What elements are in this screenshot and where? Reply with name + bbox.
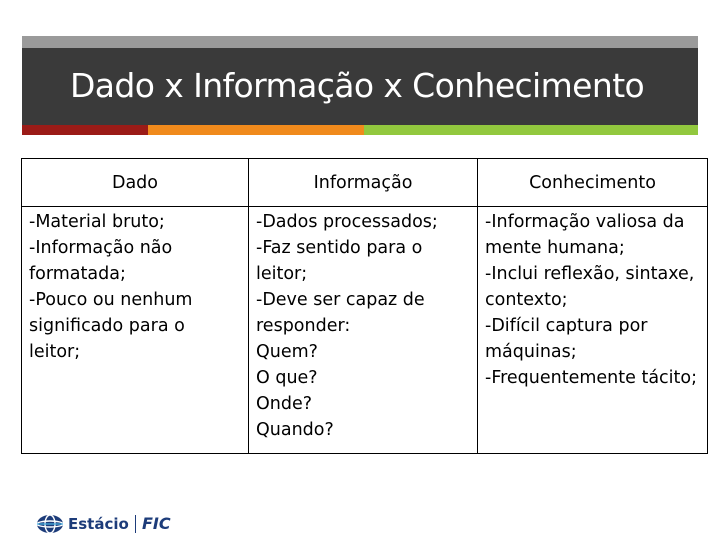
cell-informacao bbox=[249, 207, 478, 454]
comparison-table bbox=[21, 158, 708, 454]
list-item: -Material bruto; bbox=[29, 212, 165, 232]
cell-conhecimento bbox=[478, 207, 708, 454]
accent-bar-green bbox=[364, 125, 698, 135]
list-item: Quando? bbox=[256, 420, 334, 440]
globe-icon bbox=[36, 514, 64, 534]
list-item: -Informação não formatada; bbox=[29, 238, 173, 284]
estacio-logo bbox=[36, 510, 186, 538]
list-item: Onde? bbox=[256, 394, 313, 414]
title-bar bbox=[22, 48, 698, 125]
list-item: -Dados processados; bbox=[256, 212, 438, 232]
slide-title: Dado x Informação x Conhecimento bbox=[70, 66, 645, 105]
accent-bar-orange bbox=[148, 125, 364, 135]
cell-dado bbox=[22, 207, 249, 454]
list-item: O que? bbox=[256, 368, 318, 388]
logo-sub-text: FIC bbox=[142, 514, 171, 533]
list-item: -Informação valiosa da mente humana; bbox=[485, 212, 685, 258]
header-informacao: Informação bbox=[249, 159, 478, 207]
list-item: -Faz sentido para o leitor; bbox=[256, 238, 423, 284]
list-item: -Frequentemente tácito; bbox=[485, 368, 697, 388]
list-item: Quem? bbox=[256, 342, 318, 362]
list-item: -Difícil captura por máquinas; bbox=[485, 316, 648, 362]
list-item: -Pouco ou nenhum significado para o leitor; bbox=[29, 290, 193, 362]
list-item: -Inclui reflexão, sintaxe, contexto; bbox=[485, 264, 695, 310]
title-top-strip bbox=[22, 36, 698, 48]
accent-bar-red bbox=[22, 125, 148, 135]
logo-separator bbox=[135, 515, 136, 533]
header-conhecimento: Conhecimento bbox=[478, 159, 708, 207]
table-header-row bbox=[22, 159, 708, 207]
table-row bbox=[22, 207, 708, 454]
header-dado: Dado bbox=[22, 159, 249, 207]
list-item: -Deve ser capaz de responder: bbox=[256, 290, 425, 336]
logo-brand-text: Estácio bbox=[68, 515, 129, 533]
